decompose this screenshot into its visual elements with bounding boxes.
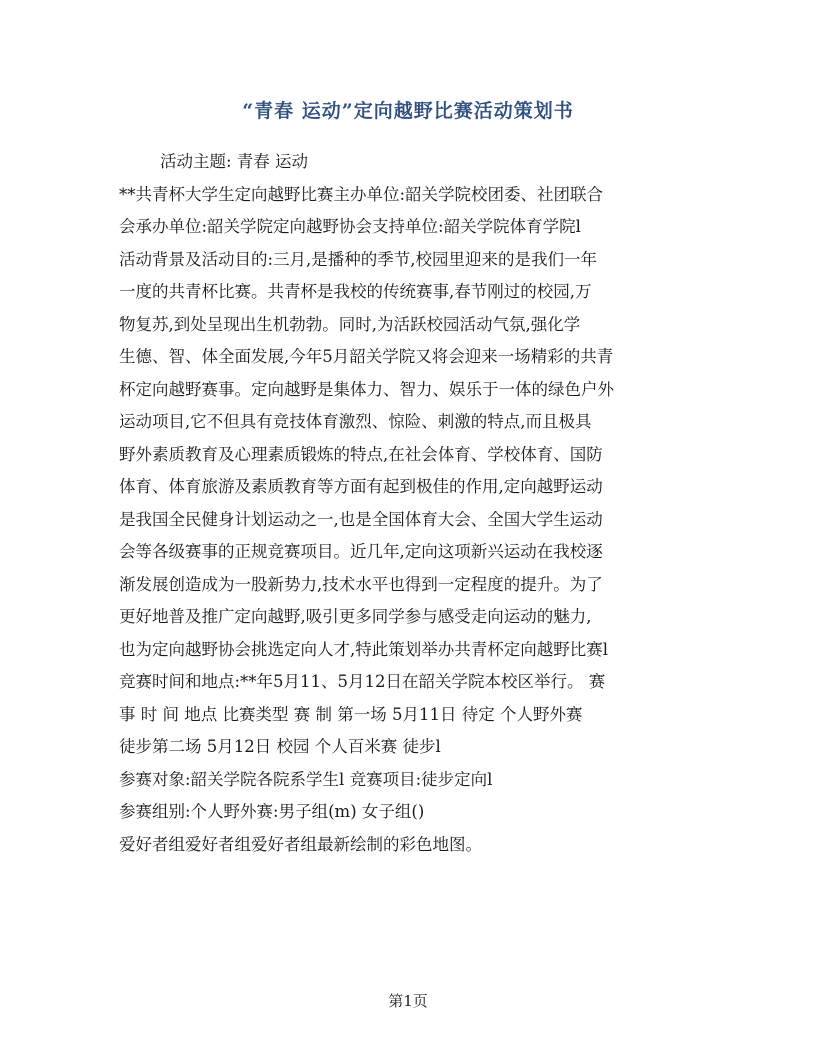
text-line: 更好地普及推广定向越野,吸引更多同学参与感受走向运动的魅力,: [119, 607, 592, 626]
text-line: 渐发展创造成为一股新势力,技术水平也得到一定程度的提升。为了: [119, 574, 603, 594]
text-line: 参赛组别:个人野外赛:男子组(m) 女子组(): [119, 802, 425, 821]
text-line: 生德、智、体全面发展,今年5月韶关学院又将会迎来一场精彩的共青: [119, 347, 614, 366]
text-line: 杯定向越野赛事。定向越野是集体力、智力、娱乐于一体的绿色户外: [119, 379, 614, 399]
text-line: 会承办单位:韶关学院定向越野协会支持单位:韶关学院体育学院l: [119, 217, 581, 236]
text-line: 徒步第二场 5月12日 校园 个人百米赛 徒步l: [119, 737, 441, 756]
text-line: 会等各级赛事的正规竞赛项目。近几年,定向这项新兴运动在我校逐: [119, 542, 603, 561]
text-line: 竞赛时间和地点:**年5月11、5月12日在韶关学院本校区举行。 赛: [119, 672, 606, 691]
text-line: 一度的共青杯比赛。共青杯是我校的传统赛事,春节刚过的校园,万: [119, 282, 592, 301]
text-line: 物复苏,到处呈现出生机勃勃。同时,为活跃校园活动气氛,强化学: [119, 314, 581, 334]
page-number: 第1页: [388, 992, 428, 1010]
text-line: 体育、体育旅游及素质教育等方面有起到极佳的作用,定向越野运动: [119, 477, 603, 496]
text-line: 事 时 间 地点 比赛类型 赛 制 第一场 5月11日 待定 个人野外赛: [119, 704, 583, 724]
text-line: 活动背景及活动目的:三月,是播种的季节,校园里迎来的是我们一年: [119, 249, 598, 269]
text-line: 活动主题: 青春 运动: [160, 152, 309, 171]
text-line: 爱好者组爱好者组爱好者组最新绘制的彩色地图。: [119, 834, 482, 854]
document-title: “青春 运动”定向越野比赛活动策划书: [242, 100, 574, 122]
text-line: **共青杯大学生定向越野比赛主办单位:韶关学院校团委、社团联合: [119, 184, 604, 204]
text-line: 野外素质教育及心理素质锻炼的特点,在社会体育、学校体育、国防: [119, 444, 603, 464]
text-line: 运动项目,它不但具有竞技体育激烈、惊险、刺激的特点,而且极具: [119, 412, 592, 431]
text-line: 参赛对象:韶关学院各院系学生l 竞赛项目:徒步定向l: [119, 769, 493, 789]
document-body: [119, 146, 699, 861]
text-line: 是我国全民健身计划运动之一,也是全国体育大会、全国大学生运动: [119, 509, 603, 529]
text-line: 也为定向越野协会挑选定向人才,特此策划举办共青杯定向越野比赛l: [119, 639, 609, 659]
